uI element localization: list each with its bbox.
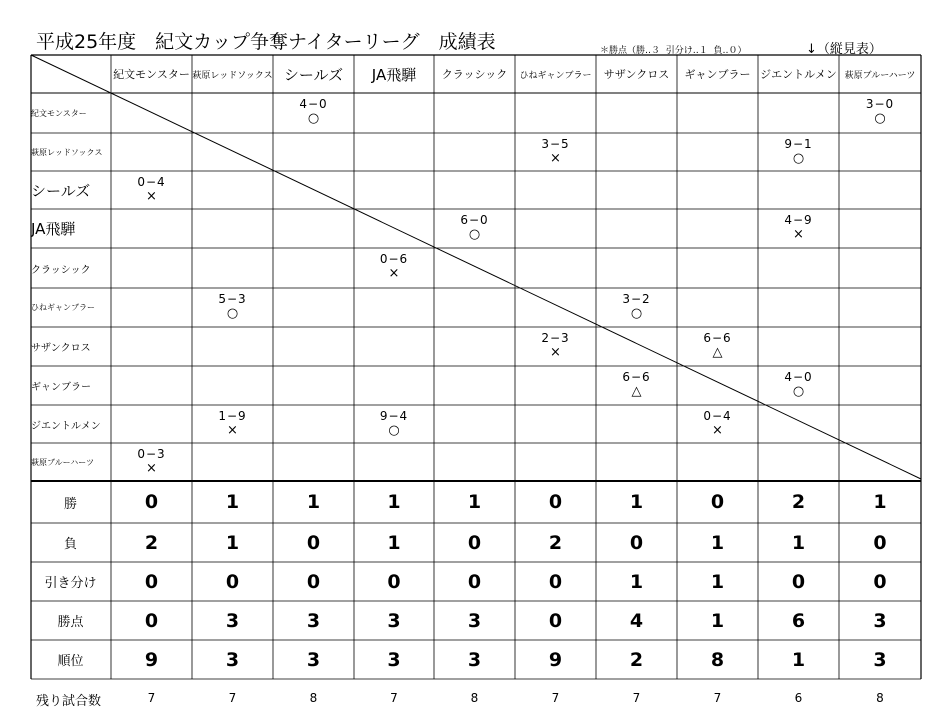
grid-diagonal-line [31,55,921,479]
stats-value: 1 [791,531,806,554]
row-header-team: サザンクロス [31,343,91,354]
column-header-team: シールズ [283,65,344,84]
column-header-team: JA飛騨 [371,65,417,84]
stats-value: 3 [467,648,482,671]
stats-value: 3 [306,609,321,632]
column-header-team: 萩原ブルーハーツ [844,70,916,81]
column-header-team: ジエントルメン [760,68,837,81]
column-header-team: 紀文モンスター [113,68,190,81]
stats-value: 0 [306,570,321,593]
match-score: 4−0 [299,97,328,111]
match-result [758,137,839,166]
stats-value: 3 [387,609,401,632]
row-header-team: JA飛騨 [31,220,76,238]
stats-value: 0 [306,531,321,554]
remaining-games-value: 7 [632,691,641,705]
stats-value: 1 [629,491,644,513]
stats-value: 0 [548,609,563,632]
match-score: 1−9 [218,409,247,423]
match-score: 4−0 [784,370,813,384]
match-mark: ○ [307,111,320,126]
column-header-team: サザンクロス [603,68,670,81]
stats-value: 1 [710,570,725,593]
stats-row-label: 引き分け [44,576,97,591]
row-header-team: シールズ [31,181,91,200]
match-mark: ○ [792,151,805,166]
match-mark: △ [712,345,723,360]
stats-value: 3 [306,648,321,671]
match-mark: ○ [630,306,643,321]
stats-value: 0 [144,491,159,513]
stats-value: 0 [791,570,806,593]
match-score: 0−6 [379,252,409,266]
match-score: 6−0 [460,213,489,227]
match-result [192,292,273,321]
stats-value: 1 [306,491,321,513]
remaining-games-value: 8 [470,691,479,705]
match-result [596,292,677,321]
match-result [111,447,192,476]
stats-value: 0 [548,491,563,513]
remaining-games-value: 7 [228,691,237,705]
page-title: 平成25年度 紀文カップ争奪ナイターリーグ 成績表 [36,31,496,53]
match-score: 9−4 [379,409,409,423]
stats-value: 0 [467,570,482,593]
stats-row-label: 勝点 [57,615,84,630]
match-score: 5−3 [218,292,247,306]
match-mark: △ [631,384,642,399]
remaining-games-value: 7 [147,691,156,705]
match-mark: × [793,227,804,242]
stats-value: 0 [225,570,240,593]
stats-value: 8 [710,648,725,671]
points-note: ＊勝点（勝‥３ 引分け‥１ 負‥０） [600,46,747,56]
stats-value: 3 [225,609,240,632]
stats-value: 4 [629,609,644,632]
stats-row-label: 勝 [63,496,77,512]
stats-value: 3 [467,609,482,632]
stats-value: 9 [144,648,159,671]
match-result [354,409,434,438]
stats-value: 0 [144,609,159,632]
row-header-team: 萩原ブルーハーツ [31,457,94,467]
match-mark: ○ [388,423,400,438]
match-result [111,175,192,204]
column-header-team: ギャンブラー [684,68,751,81]
match-mark: ○ [468,227,481,242]
stats-value: 0 [548,570,563,593]
stats-value: 0 [873,531,887,554]
match-mark: × [388,266,400,281]
match-score: 0−3 [137,447,166,461]
match-result [596,370,677,399]
match-result [839,97,921,126]
stats-value: 1 [710,609,725,632]
remaining-games-value: 7 [551,691,560,705]
stats-value: 3 [873,609,887,632]
stats-value: 2 [548,531,563,554]
match-result [515,331,596,360]
stats-value: 1 [467,491,482,513]
match-result [758,213,839,242]
match-mark: × [146,189,157,204]
stats-value: 1 [387,531,401,554]
stats-value: 9 [548,648,563,671]
stats-value: 1 [629,570,644,593]
match-score: 3−5 [541,137,570,151]
row-header-team: 紀文モンスター [31,108,87,118]
column-header-team: ひねギャンブラー [519,70,592,81]
match-mark: × [227,423,238,438]
stats-value: 6 [791,609,806,632]
column-header-team: 萩原レッドソックス [192,70,273,81]
stats-value: 2 [791,491,806,513]
stats-row-label: 順位 [57,654,84,669]
stats-row-label: 負 [63,537,77,552]
stats-value: 1 [873,491,887,513]
match-score: 6−6 [703,331,732,345]
remaining-games-value: 7 [713,691,722,705]
stats-value: 0 [629,531,644,554]
match-result [354,252,434,281]
row-header-team: ひねギャンブラー [31,303,95,312]
match-score: 6−6 [622,370,651,384]
stats-value: 0 [873,570,887,593]
match-score: 0−4 [703,409,732,423]
remaining-games-label: 残り試合数 [36,694,102,709]
stats-value: 1 [225,491,240,513]
row-header-team: クラッシック [31,264,91,276]
match-mark: ○ [874,111,886,126]
stats-value: 0 [467,531,482,554]
match-result [677,409,758,438]
match-result [434,213,515,242]
match-score: 0−4 [137,175,166,189]
stats-value: 0 [710,491,725,513]
stats-value: 1 [710,531,725,554]
stats-value: 2 [629,648,644,671]
remaining-games-value: 7 [390,691,398,705]
remaining-games-value: 8 [309,691,318,705]
match-score: 3−0 [865,97,895,111]
match-score: 4−9 [784,213,813,227]
match-mark: × [550,345,561,360]
stats-value: 0 [144,570,159,593]
row-header-team: ギャンブラー [31,382,91,393]
stats-value: 3 [873,648,887,671]
column-header-team: クラッシック [441,68,508,81]
match-score: 9−1 [784,137,813,151]
stats-value: 3 [225,648,240,671]
match-mark: × [550,151,561,166]
match-result [677,331,758,360]
reading-direction-note: ↓（縦見表） [806,42,882,57]
match-mark: × [712,423,723,438]
stats-value: 3 [387,648,401,671]
stats-value: 1 [791,648,806,671]
stats-value: 1 [387,491,401,513]
match-mark: ○ [792,384,805,399]
stats-value: 1 [225,531,240,554]
remaining-games-value: 6 [794,691,803,705]
match-result [758,370,839,399]
match-result [192,409,273,438]
match-score: 3−2 [622,292,651,306]
match-mark: ○ [226,306,239,321]
stats-value: 0 [387,570,401,593]
remaining-games-value: 8 [876,691,884,705]
match-result [515,137,596,166]
match-mark: × [146,461,157,476]
match-result [273,97,354,126]
match-score: 2−3 [541,331,570,345]
row-header-team: ジエントルメン [31,420,101,432]
row-header-team: 萩原レッドソックス [31,147,103,157]
stats-value: 2 [144,531,159,554]
